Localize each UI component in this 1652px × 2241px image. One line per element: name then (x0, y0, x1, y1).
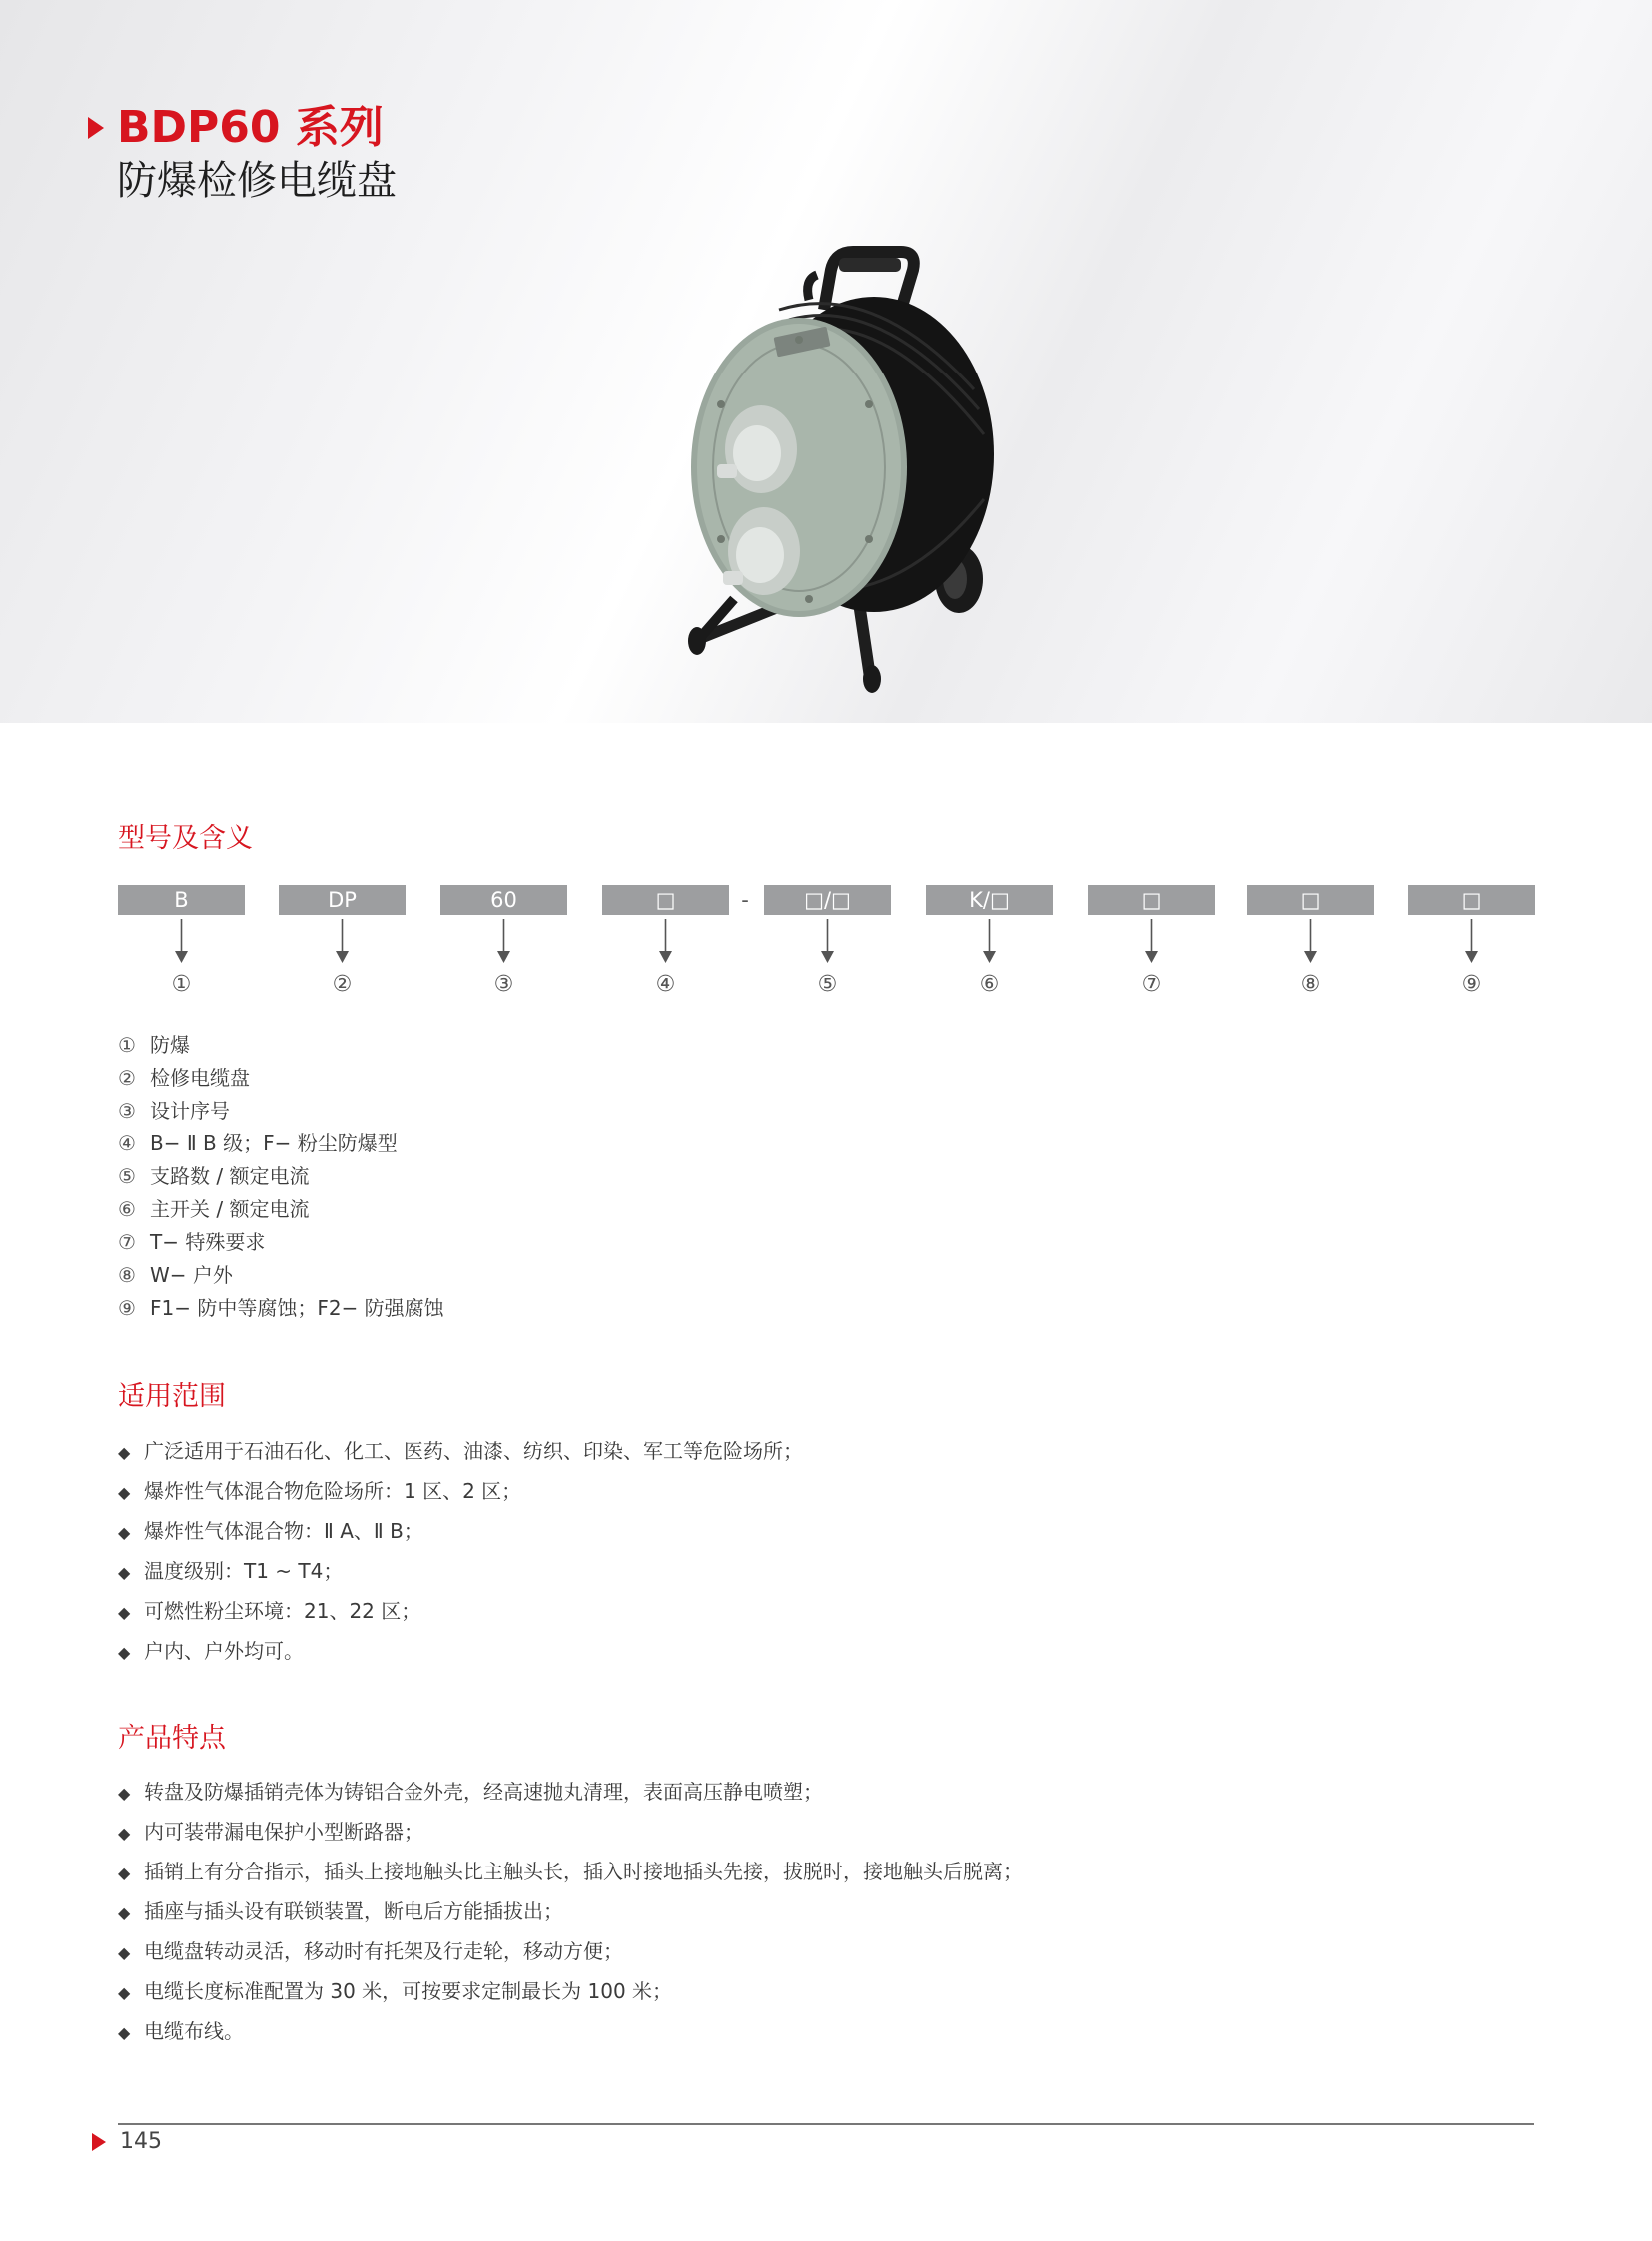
page-marker-arrow-icon (92, 2133, 106, 2151)
features-list-item: ◆ 电缆布线。 (118, 2016, 244, 2048)
features-list-item: ◆ 转盘及防爆插销壳体为铸铝合金外壳，经高速抛丸清理，表面高压静电喷塑； (118, 1777, 823, 1809)
down-arrow-icon (1408, 917, 1535, 967)
diamond-bullet-icon: ◆ (118, 1483, 131, 1502)
down-arrow-icon (602, 917, 729, 967)
model-code-box: DP (279, 885, 406, 915)
model-position-number: ① (171, 972, 192, 997)
diamond-bullet-icon: ◆ (118, 2023, 131, 2042)
diamond-bullet-icon: ◆ (118, 1523, 131, 1542)
features-list-item: ◆ 插座与插头设有联锁装置，断电后方能插拔出； (118, 1896, 563, 1928)
model-section-heading: 型号及含义 (118, 823, 253, 854)
model-position-number: ④ (655, 972, 676, 997)
down-arrow-icon (118, 917, 245, 967)
scope-list-item: ◆ 爆炸性气体混合物危险场所：1 区、2 区； (118, 1476, 521, 1508)
diamond-bullet-icon: ◆ (118, 1443, 131, 1462)
model-meaning-item: ⑨ F1− 防中等腐蚀；F2− 防强腐蚀 (118, 1296, 444, 1320)
footer-divider (118, 2123, 1534, 2125)
model-position-number: ⑧ (1300, 972, 1321, 997)
model-meaning-item: ⑥ 主开关 / 额定电流 (118, 1197, 310, 1221)
title-arrow-icon (88, 117, 104, 139)
features-list-item: ◆ 电缆盘转动灵活，移动时有托架及行走轮，移动方便； (118, 1936, 623, 1968)
cable-reel-product-image (639, 240, 1009, 699)
diamond-bullet-icon: ◆ (118, 1603, 131, 1622)
model-code-box: B (118, 885, 245, 915)
model-code-box: □ (1088, 885, 1215, 915)
model-code-box: □ (1408, 885, 1535, 915)
down-arrow-icon (1088, 917, 1215, 967)
model-position-number: ③ (493, 972, 514, 997)
model-meaning-item: ⑧ W− 户外 (118, 1263, 233, 1287)
page-number: 145 (120, 2129, 162, 2154)
model-code-box: 60 (440, 885, 567, 915)
model-position-number: ⑥ (979, 972, 1000, 997)
diamond-bullet-icon: ◆ (118, 1784, 131, 1803)
scope-list-item: ◆ 爆炸性气体混合物：Ⅱ A、Ⅱ B； (118, 1516, 423, 1548)
model-meaning-item: ① 防爆 (118, 1033, 190, 1057)
diamond-bullet-icon: ◆ (118, 1643, 131, 1662)
down-arrow-icon (440, 917, 567, 967)
scope-list-item: ◆ 可燃性粉尘环境：21、22 区； (118, 1596, 420, 1628)
features-section-heading: 产品特点 (118, 1723, 226, 1754)
model-code-box: K/□ (926, 885, 1053, 915)
model-code-box: □/□ (764, 885, 891, 915)
diamond-bullet-icon: ◆ (118, 1563, 131, 1582)
diamond-bullet-icon: ◆ (118, 1864, 131, 1882)
model-meaning-item: ⑤ 支路数 / 额定电流 (118, 1164, 310, 1188)
features-list-item: ◆ 插销上有分合指示，插头上接地触头比主触头长，插入时接地插头先接，拔脱时，接地触头后脱离； (118, 1857, 1023, 1888)
model-meaning-item: ⑦ T− 特殊要求 (118, 1230, 266, 1254)
scope-list-item: ◆ 户内、户外均可。 (118, 1636, 304, 1668)
down-arrow-icon (279, 917, 406, 967)
model-meaning-item: ② 检修电缆盘 (118, 1066, 250, 1090)
scope-list-item: ◆ 温度级别：T1 ~ T4； (118, 1556, 343, 1588)
model-position-number: ⑦ (1141, 972, 1162, 997)
features-list-item: ◆ 电缆长度标准配置为 30 米，可按要求定制最长为 100 米； (118, 1976, 672, 2008)
diamond-bullet-icon: ◆ (118, 1983, 131, 2002)
page-subtitle: 防爆检修电缆盘 (117, 158, 397, 204)
scope-list-item: ◆ 广泛适用于石油石化、化工、医药、油漆、纺织、印染、军工等危险场所； (118, 1436, 803, 1468)
diamond-bullet-icon: ◆ (118, 1824, 131, 1843)
diamond-bullet-icon: ◆ (118, 1943, 131, 1962)
model-code-box: □ (602, 885, 729, 915)
diamond-bullet-icon: ◆ (118, 1903, 131, 1922)
model-code-box: □ (1247, 885, 1374, 915)
model-position-number: ⑤ (817, 972, 838, 997)
model-meaning-item: ③ 设计序号 (118, 1099, 230, 1122)
page-title: BDP60 系列 (117, 102, 384, 153)
scope-section-heading: 适用范围 (118, 1381, 226, 1412)
hero-banner (0, 0, 1652, 723)
model-position-number: ② (332, 972, 353, 997)
features-list-item: ◆ 内可装带漏电保护小型断路器； (118, 1817, 423, 1849)
model-code-separator: - (741, 888, 749, 912)
model-position-number: ⑨ (1461, 972, 1482, 997)
down-arrow-icon (1247, 917, 1374, 967)
down-arrow-icon (926, 917, 1053, 967)
model-meaning-item: ④ B− Ⅱ B 级；F− 粉尘防爆型 (118, 1131, 398, 1155)
down-arrow-icon (764, 917, 891, 967)
